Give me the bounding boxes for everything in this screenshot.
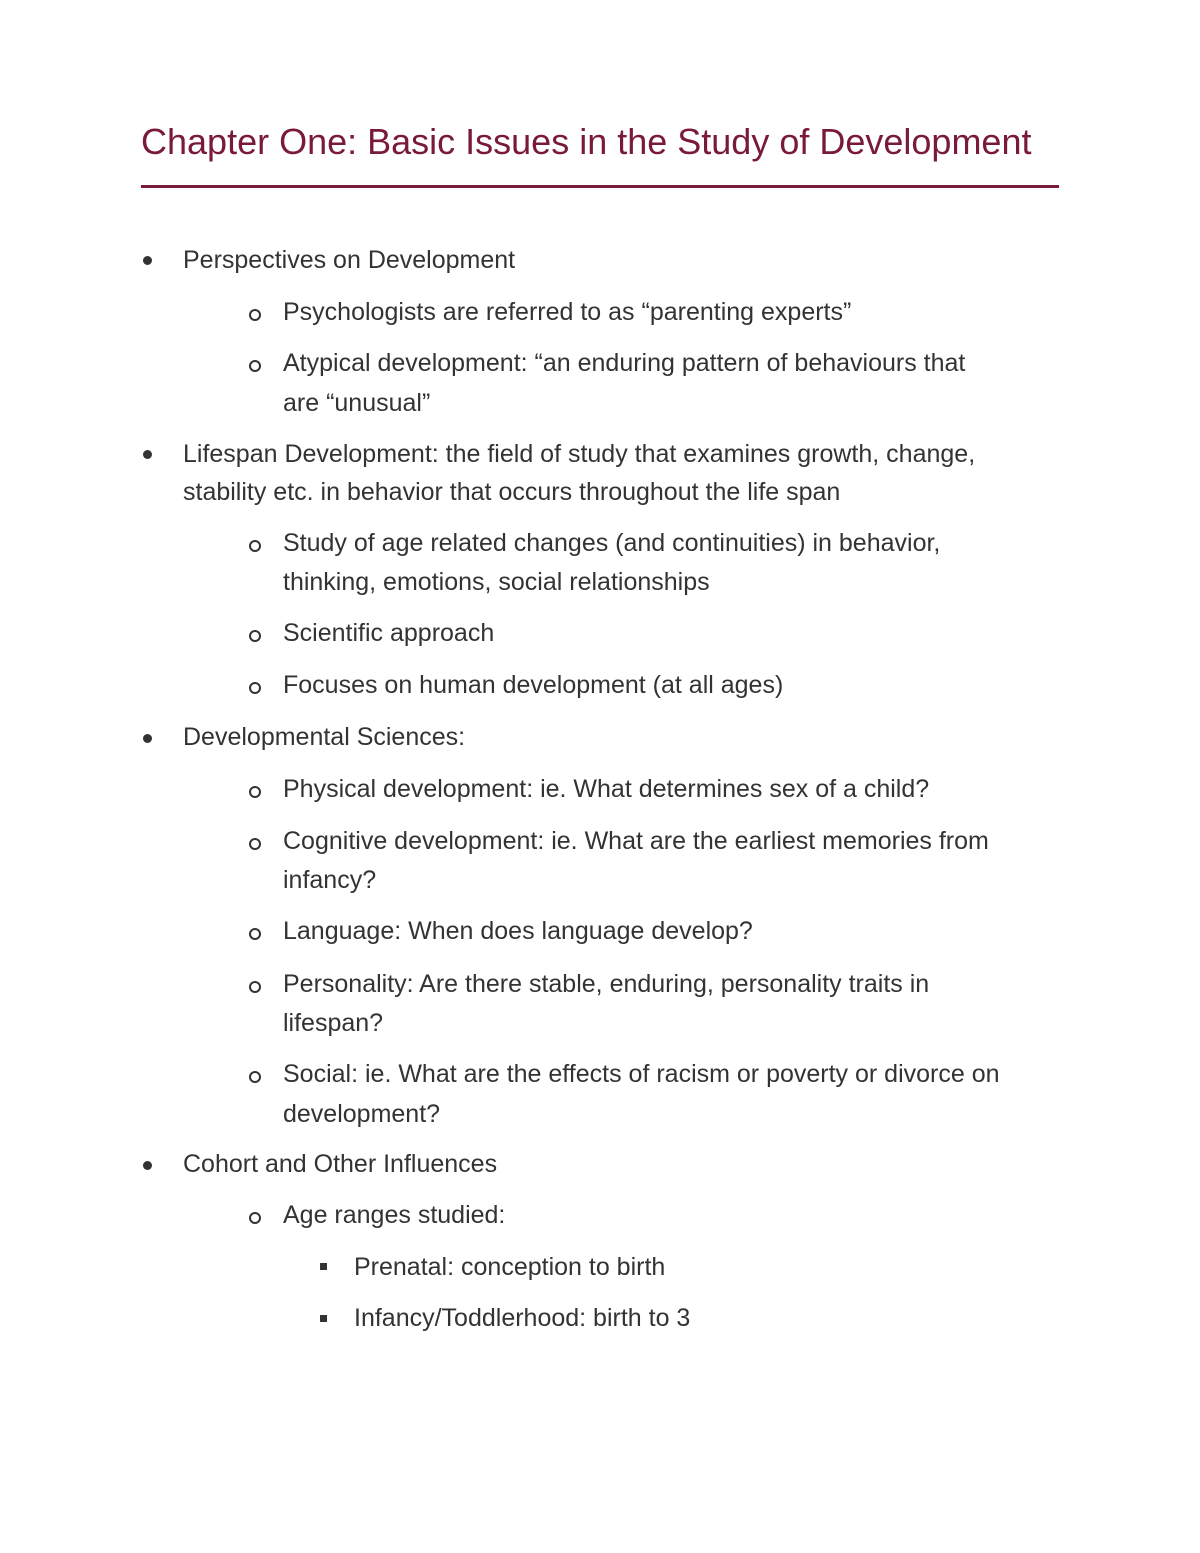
list-item-continuation: infancy? [283,866,377,894]
bullet-icon [143,734,152,743]
circle-bullet-icon [249,786,261,798]
sub-list-item: Infancy/Toddlerhood: birth to 3 [354,1304,691,1332]
circle-bullet-icon [249,682,261,694]
list-item: Atypical development: “an enduring pattern of behaviours that [283,349,966,377]
list-item: Psychologists are referred to as “parenting experts” [283,298,852,326]
list-item-continuation: thinking, emotions, social relationships [283,568,710,596]
list-item: Focuses on human development (at all ages) [283,671,784,699]
bullet-icon [143,256,152,265]
list-item: Study of age related changes (and continuities) in behavior, [283,529,941,557]
list-item-continuation: development? [283,1100,441,1128]
section-heading-perspectives: Perspectives on Development [183,246,516,274]
title-underline [141,185,1059,188]
square-bullet-icon [320,1263,327,1270]
sub-list-item: Prenatal: conception to birth [354,1253,666,1281]
circle-bullet-icon [249,309,261,321]
list-item: Language: When does language develop? [283,917,753,945]
list-item: Cognitive development: ie. What are the earliest memories from [283,827,989,855]
list-item: Scientific approach [283,619,495,647]
circle-bullet-icon [249,540,261,552]
circle-bullet-icon [249,630,261,642]
circle-bullet-icon [249,981,261,993]
list-item: Social: ie. What are the effects of racism or poverty or divorce on [283,1060,1000,1088]
circle-bullet-icon [249,928,261,940]
bullet-icon [143,1161,152,1170]
list-item: Age ranges studied: [283,1201,506,1229]
bullet-icon [143,450,152,459]
section-heading-sciences: Developmental Sciences: [183,723,466,751]
section-heading-cohort: Cohort and Other Influences [183,1150,498,1178]
list-item-continuation: are “unusual” [283,389,431,417]
list-item: Personality: Are there stable, enduring, personality traits in [283,970,930,998]
section-heading-continuation: stability etc. in behavior that occurs throughout the life span [183,478,841,506]
square-bullet-icon [320,1315,327,1322]
page-title: Chapter One: Basic Issues in the Study of Development [141,121,1032,162]
circle-bullet-icon [249,360,261,372]
circle-bullet-icon [249,1071,261,1083]
list-item-continuation: lifespan? [283,1009,384,1037]
circle-bullet-icon [249,1212,261,1224]
circle-bullet-icon [249,838,261,850]
list-item: Physical development: ie. What determines sex of a child? [283,775,930,803]
section-heading-lifespan: Lifespan Development: the field of study that examines growth, change, [183,440,976,468]
